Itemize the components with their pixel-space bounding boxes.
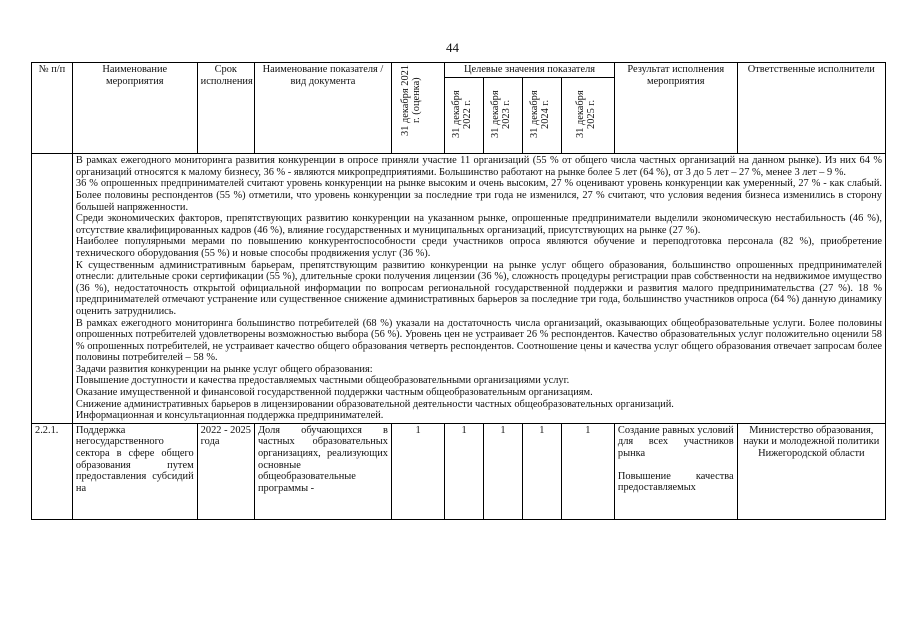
row-result-line: Повышение качества предоставляемых	[617, 470, 734, 494]
description-paragraph: 36 % опрошенных предпринимателей считают уровень конкуренции на рынке высоким и очень высоким, 27 % оценивают уровень конкуренции как умеренный, 27 % - как слабый. Более половины респондентов (55 %) отметили, что уровень конкуренции за последние три года не изменился, 27 % считают, что условия ведения бизнеса изменились в сторону большей напряженности.	[75, 178, 882, 213]
row-event: Поддержка негосударственного сектора в сфере общего образования путем предоставления субсидий на	[72, 423, 197, 519]
header-target-group: Целевые значения показателя	[445, 63, 615, 78]
header-2021-label: 31 декабря 2021 г. (оценка)	[400, 64, 423, 136]
row-value-2022: 1	[445, 423, 484, 519]
header-2022	[445, 77, 484, 154]
description-paragraph: Среди экономических факторов, препятствующих развитию конкуренции на указанном рынке, опрошенные предприниматели выделили экономическую нестабильность (46 %), отсутствие квалифицированных кадров (46 %), влияние государственных и муниципальных организаций, присутствующих на рынке (27 %).	[75, 213, 882, 236]
description-paragraph: К существенным административным барьерам, препятствующим развитию конкуренции на рынке услуг общего образования, большинство опрошенных предпринимателей отнесли: длительные сроки сертификации (55 %), длительные сроки получения лицензии (36 %), сложность процедуры регистрации прав собственности на недвижимое имущество (36 %), недостаточность открытой официальной информации по вопросам региональной государственной поддержки и развития малого предпринимательства (27 %). 18 % предпринимателей отмечают устранение или существенное снижение административных барьеров за последние три года, большинство участников опроса (64 %) данную динамику оценить затруднились.	[75, 259, 882, 317]
header-2024-label: 31 декабря 2024 г.	[528, 89, 551, 138]
row-indicator: Доля обучающихся в частных образовательных организациях, реализующих основные общеобразовательные программы -	[254, 423, 391, 519]
header-2023-label: 31 декабря 2023 г.	[489, 89, 512, 138]
header-2025	[561, 77, 614, 154]
row-result-line: Создание равных условий для всех участников рынка	[617, 424, 734, 460]
header-term: Срок исполнения	[197, 63, 254, 154]
header-event: Наименование мероприятия	[72, 63, 197, 154]
description-paragraph: Оказание имущественной и финансовой государственной поддержки частным общеобразовательным организациям.	[75, 387, 593, 399]
description-paragraph: Наиболее популярными мерами по повышению конкурентоспособности среди участников опроса являются обучение и переподготовка персонала (82 %), приобретение технического оборудования (55 %) и новые способы продвижения услуг (36 %).	[75, 236, 882, 259]
header-2023	[484, 77, 523, 154]
header-2022-label: 31 декабря 2022 г.	[451, 89, 474, 138]
description-paragraph: Снижение административных барьеров в лицензировании образовательной деятельности частных общеобразовательных организаций.	[75, 398, 674, 410]
row-value-2025: 1	[561, 423, 614, 519]
description-paragraph: В рамках ежегодного мониторинга развития конкуренции в опросе приняли участие 11 организаций (55 % от общего числа частных организаций на данном рынке). Из них 64 % организаций относятся к малому бизнесу, 36 % - являются микропредприятиями. Большинство работают на рынке более 5 лет (64 %), от 3 до 5 лет – 27 %, менее 3 лет – 9 %.	[75, 155, 882, 178]
row-value-2023: 1	[484, 423, 523, 519]
row-num: 2.2.1.	[32, 423, 73, 519]
header-indicator: Наименование показателя / вид документа	[254, 63, 391, 154]
description-paragraph: Информационная и консультационная поддержка предпринимателей.	[75, 410, 384, 422]
row-value-2024: 1	[522, 423, 561, 519]
description-num-cell	[32, 154, 73, 424]
page-number: 44	[446, 40, 459, 55]
measures-table	[31, 62, 886, 520]
description-paragraph: Задачи развития конкуренции на рынке услуг общего образования:	[75, 363, 373, 375]
description-paragraph: Повышение доступности и качества предоставляемых частными общеобразовательными организациями услуг.	[75, 375, 570, 387]
header-2021	[391, 63, 444, 154]
header-num: № п/п	[32, 63, 73, 154]
row-result	[614, 423, 737, 519]
description-cell	[72, 154, 885, 424]
header-2025-label: 31 декабря 2025 г.	[574, 89, 597, 138]
header-2024	[522, 77, 561, 154]
row-value-2021: 1	[391, 423, 444, 519]
header-responsible: Ответственные исполнители	[737, 63, 885, 154]
description-paragraph: В рамках ежегодного мониторинга большинство потребителей (68 %) указали на достаточность числа организаций, оказывающих общеобразовательные услуги. Более половины опрошенных потребителей удовлетворены возможностью выбора (56 %). Уровень цен не устраивает 26 % респондентов. Качество образовательных услуг положительно оценили 58 % опрошенных потребителей, не устраивает качество общего образования четверть респондентов. Соотношение цены и качества услуг общего образования отвечает запросам более половины потребителей – 58 %.	[75, 317, 882, 364]
row-responsible: Министерство образования, науки и молодежной политики Нижегородской области	[737, 423, 885, 519]
header-result: Результат исполнения мероприятия	[614, 63, 737, 154]
row-term: 2022 - 2025 года	[197, 423, 254, 519]
